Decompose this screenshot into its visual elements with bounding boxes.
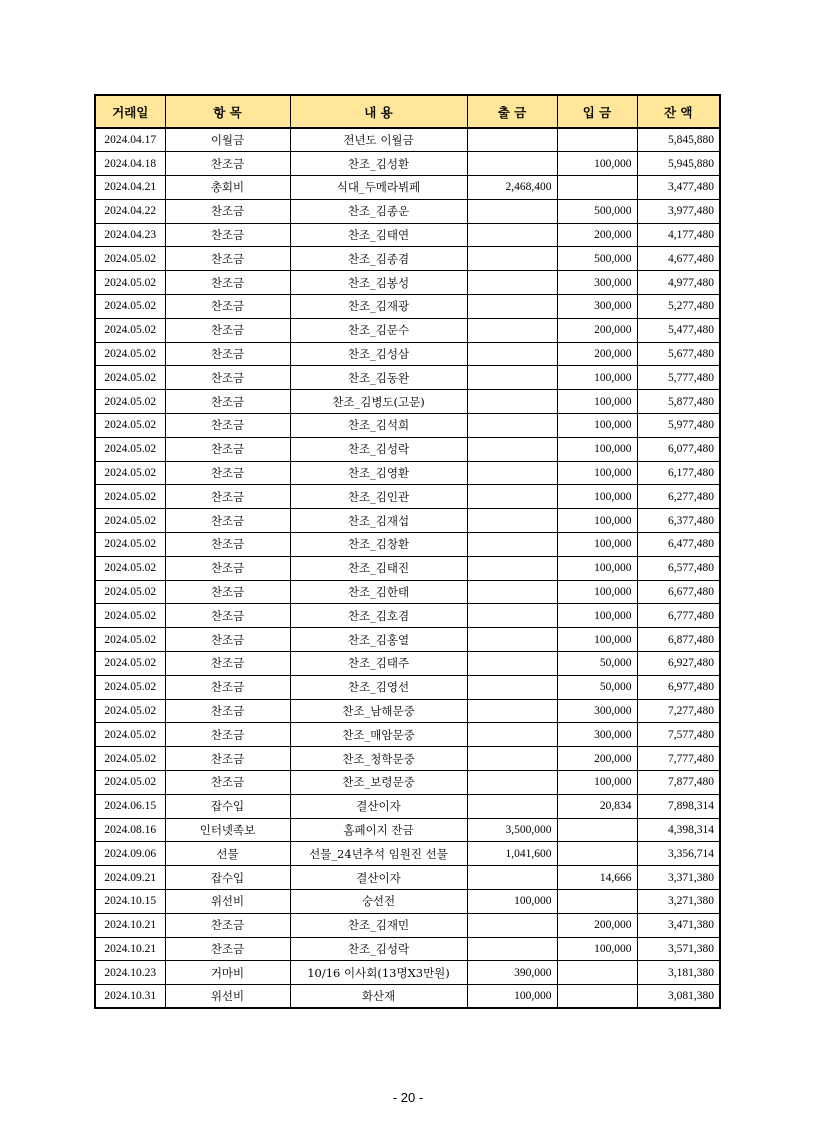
cell-balance: 5,677,480: [637, 342, 720, 366]
cell-date: 2024.10.21: [95, 937, 165, 961]
cell-withdrawal: [467, 390, 557, 414]
cell-balance: 7,777,480: [637, 747, 720, 771]
cell-deposit: 100,000: [557, 152, 637, 176]
cell-desc: 결산이자: [290, 866, 467, 890]
cell-withdrawal: 3,500,000: [467, 818, 557, 842]
cell-balance: 6,677,480: [637, 580, 720, 604]
cell-date: 2024.05.02: [95, 318, 165, 342]
cell-date: 2024.05.02: [95, 342, 165, 366]
cell-desc: 찬조_매암문중: [290, 723, 467, 747]
cell-date: 2024.08.16: [95, 818, 165, 842]
cell-item: 찬조금: [165, 485, 290, 509]
cell-desc: 찬조_김태연: [290, 223, 467, 247]
table-row: [95, 509, 720, 533]
cell-balance: 5,777,480: [637, 366, 720, 390]
cell-withdrawal: [467, 271, 557, 295]
cell-balance: 6,477,480: [637, 533, 720, 557]
cell-item: 찬조금: [165, 295, 290, 319]
cell-desc: 찬조_김병도(고문): [290, 390, 467, 414]
cell-desc: 찬조_김한태: [290, 580, 467, 604]
cell-deposit: 100,000: [557, 485, 637, 509]
cell-withdrawal: [467, 533, 557, 557]
cell-item: 찬조금: [165, 152, 290, 176]
cell-desc: 숭선전: [290, 890, 467, 914]
cell-desc: 찬조_김창환: [290, 533, 467, 557]
cell-withdrawal: [467, 913, 557, 937]
cell-balance: 6,177,480: [637, 461, 720, 485]
cell-item: 찬조금: [165, 771, 290, 795]
cell-date: 2024.10.15: [95, 890, 165, 914]
cell-desc: 찬조_김태주: [290, 652, 467, 676]
cell-item: 찬조금: [165, 747, 290, 771]
cell-date: 2024.04.17: [95, 128, 165, 152]
cell-date: 2024.05.02: [95, 747, 165, 771]
table-row: [95, 128, 720, 152]
cell-date: 2024.05.02: [95, 533, 165, 557]
table-row: [95, 485, 720, 509]
cell-item: 찬조금: [165, 390, 290, 414]
cell-deposit: 200,000: [557, 913, 637, 937]
cell-date: 2024.05.02: [95, 556, 165, 580]
cell-withdrawal: [467, 771, 557, 795]
table-row: [95, 533, 720, 557]
cell-date: 2024.05.02: [95, 295, 165, 319]
table-row: [95, 913, 720, 937]
cell-desc: 찬조_김성환: [290, 152, 467, 176]
ledger-body: [95, 128, 720, 1008]
cell-desc: 찬조_김봉성: [290, 271, 467, 295]
cell-desc: 찬조_김홍열: [290, 628, 467, 652]
table-row: [95, 461, 720, 485]
cell-desc: 10/16 이사회(13명X3만원): [290, 961, 467, 985]
cell-balance: 7,577,480: [637, 723, 720, 747]
cell-date: 2024.09.06: [95, 842, 165, 866]
cell-withdrawal: [467, 485, 557, 509]
cell-balance: 6,927,480: [637, 652, 720, 676]
table-row: [95, 271, 720, 295]
cell-date: 2024.04.21: [95, 176, 165, 200]
cell-deposit: 500,000: [557, 247, 637, 271]
cell-date: 2024.05.02: [95, 414, 165, 438]
cell-deposit: 500,000: [557, 199, 637, 223]
cell-item: 인터넷족보: [165, 818, 290, 842]
cell-withdrawal: [467, 604, 557, 628]
cell-withdrawal: [467, 723, 557, 747]
cell-withdrawal: [467, 318, 557, 342]
cell-deposit: 100,000: [557, 937, 637, 961]
cell-deposit: 20,834: [557, 794, 637, 818]
cell-withdrawal: [467, 794, 557, 818]
cell-desc: 찬조_김동완: [290, 366, 467, 390]
ledger-table: [94, 94, 721, 1009]
cell-withdrawal: [467, 199, 557, 223]
cell-withdrawal: [467, 128, 557, 152]
header-balance: 잔 액: [637, 95, 720, 128]
cell-item: 찬조금: [165, 247, 290, 271]
cell-desc: 찬조_김종겸: [290, 247, 467, 271]
cell-item: 잡수입: [165, 794, 290, 818]
cell-withdrawal: [467, 866, 557, 890]
cell-date: 2024.05.02: [95, 437, 165, 461]
cell-date: 2024.05.02: [95, 509, 165, 533]
cell-deposit: 200,000: [557, 318, 637, 342]
cell-item: 찬조금: [165, 414, 290, 438]
header-date: 거래일: [95, 95, 165, 128]
cell-item: 찬조금: [165, 199, 290, 223]
table-row: [95, 628, 720, 652]
cell-item: 찬조금: [165, 675, 290, 699]
cell-desc: 찬조_김종운: [290, 199, 467, 223]
table-row: [95, 699, 720, 723]
cell-withdrawal: 100,000: [467, 890, 557, 914]
cell-withdrawal: 100,000: [467, 985, 557, 1009]
cell-item: 찬조금: [165, 223, 290, 247]
cell-item: 잡수입: [165, 866, 290, 890]
cell-desc: 화산재: [290, 985, 467, 1009]
cell-item: 찬조금: [165, 509, 290, 533]
cell-withdrawal: [467, 628, 557, 652]
cell-date: 2024.05.02: [95, 652, 165, 676]
table-row: [95, 437, 720, 461]
cell-deposit: 100,000: [557, 533, 637, 557]
table-row: [95, 937, 720, 961]
cell-withdrawal: [467, 342, 557, 366]
cell-balance: 4,177,480: [637, 223, 720, 247]
cell-withdrawal: 1,041,600: [467, 842, 557, 866]
header-desc: 내 용: [290, 95, 467, 128]
table-row: [95, 961, 720, 985]
cell-desc: 찬조_김영환: [290, 461, 467, 485]
cell-deposit: [557, 985, 637, 1009]
table-row: [95, 675, 720, 699]
cell-item: 찬조금: [165, 342, 290, 366]
cell-date: 2024.05.02: [95, 699, 165, 723]
cell-deposit: [557, 890, 637, 914]
cell-desc: 찬조_김재섭: [290, 509, 467, 533]
cell-deposit: 100,000: [557, 437, 637, 461]
cell-withdrawal: 390,000: [467, 961, 557, 985]
cell-desc: 결산이자: [290, 794, 467, 818]
cell-date: 2024.05.02: [95, 771, 165, 795]
table-row: [95, 890, 720, 914]
table-row: [95, 794, 720, 818]
cell-item: 찬조금: [165, 580, 290, 604]
cell-item: 이월금: [165, 128, 290, 152]
cell-deposit: 300,000: [557, 723, 637, 747]
table-row: [95, 723, 720, 747]
cell-deposit: 50,000: [557, 675, 637, 699]
cell-item: 위선비: [165, 985, 290, 1009]
cell-date: 2024.10.21: [95, 913, 165, 937]
cell-desc: 찬조_김성락: [290, 437, 467, 461]
table-row: [95, 556, 720, 580]
cell-desc: 찬조_김호겸: [290, 604, 467, 628]
cell-balance: 3,271,380: [637, 890, 720, 914]
cell-deposit: 100,000: [557, 771, 637, 795]
cell-balance: 5,877,480: [637, 390, 720, 414]
cell-balance: 7,898,314: [637, 794, 720, 818]
cell-date: 2024.05.02: [95, 247, 165, 271]
cell-date: 2024.09.21: [95, 866, 165, 890]
cell-balance: 3,371,380: [637, 866, 720, 890]
cell-date: 2024.05.02: [95, 580, 165, 604]
header-row: [95, 95, 720, 128]
cell-balance: 3,181,380: [637, 961, 720, 985]
cell-deposit: 300,000: [557, 295, 637, 319]
cell-balance: 4,677,480: [637, 247, 720, 271]
cell-balance: 4,398,314: [637, 818, 720, 842]
cell-item: 찬조금: [165, 271, 290, 295]
cell-balance: 4,977,480: [637, 271, 720, 295]
cell-deposit: [557, 961, 637, 985]
cell-item: 찬조금: [165, 937, 290, 961]
cell-item: 위선비: [165, 890, 290, 914]
table-row: [95, 866, 720, 890]
cell-desc: 찬조_김인관: [290, 485, 467, 509]
cell-item: 찬조금: [165, 461, 290, 485]
cell-deposit: 100,000: [557, 604, 637, 628]
cell-item: 선물: [165, 842, 290, 866]
cell-deposit: 14,666: [557, 866, 637, 890]
cell-withdrawal: [467, 580, 557, 604]
table-row: [95, 747, 720, 771]
cell-deposit: 100,000: [557, 414, 637, 438]
cell-deposit: 50,000: [557, 652, 637, 676]
table-row: [95, 842, 720, 866]
cell-item: 찬조금: [165, 699, 290, 723]
table-row: [95, 176, 720, 200]
cell-desc: 찬조_김태진: [290, 556, 467, 580]
cell-deposit: 100,000: [557, 366, 637, 390]
cell-deposit: 100,000: [557, 628, 637, 652]
cell-deposit: [557, 842, 637, 866]
cell-desc: 선물_24년추석 임원진 선물: [290, 842, 467, 866]
cell-withdrawal: [467, 461, 557, 485]
cell-withdrawal: [467, 699, 557, 723]
cell-withdrawal: [467, 295, 557, 319]
cell-balance: 5,977,480: [637, 414, 720, 438]
cell-balance: 6,777,480: [637, 604, 720, 628]
cell-item: 총회비: [165, 176, 290, 200]
table-row: [95, 771, 720, 795]
cell-item: 거마비: [165, 961, 290, 985]
cell-deposit: 300,000: [557, 271, 637, 295]
table-row: [95, 604, 720, 628]
cell-withdrawal: [467, 509, 557, 533]
table-row: [95, 342, 720, 366]
cell-date: 2024.05.02: [95, 485, 165, 509]
cell-desc: 찬조_김성삼: [290, 342, 467, 366]
cell-desc: 찬조_김석희: [290, 414, 467, 438]
cell-desc: 찬조_김재민: [290, 913, 467, 937]
cell-deposit: 200,000: [557, 747, 637, 771]
cell-desc: 전년도 이월금: [290, 128, 467, 152]
cell-date: 2024.10.31: [95, 985, 165, 1009]
cell-balance: 3,356,714: [637, 842, 720, 866]
cell-date: 2024.05.02: [95, 366, 165, 390]
cell-deposit: 100,000: [557, 580, 637, 604]
cell-balance: 5,277,480: [637, 295, 720, 319]
cell-balance: 3,977,480: [637, 199, 720, 223]
table-row: [95, 414, 720, 438]
cell-withdrawal: [467, 652, 557, 676]
cell-withdrawal: [467, 675, 557, 699]
cell-desc: 찬조_김재광: [290, 295, 467, 319]
cell-desc: 찬조_청학문중: [290, 747, 467, 771]
cell-balance: 3,477,480: [637, 176, 720, 200]
cell-date: 2024.05.02: [95, 723, 165, 747]
cell-item: 찬조금: [165, 366, 290, 390]
cell-balance: 6,977,480: [637, 675, 720, 699]
cell-balance: 5,845,880: [637, 128, 720, 152]
cell-desc: 찬조_김문수: [290, 318, 467, 342]
cell-item: 찬조금: [165, 533, 290, 557]
header-in: 입 금: [557, 95, 637, 128]
table-row: [95, 199, 720, 223]
cell-withdrawal: [467, 152, 557, 176]
cell-date: 2024.04.18: [95, 152, 165, 176]
cell-withdrawal: [467, 247, 557, 271]
cell-withdrawal: [467, 747, 557, 771]
cell-balance: 7,877,480: [637, 771, 720, 795]
cell-withdrawal: [467, 937, 557, 961]
cell-balance: 6,577,480: [637, 556, 720, 580]
cell-desc: 식대_두메라뷔페: [290, 176, 467, 200]
cell-item: 찬조금: [165, 318, 290, 342]
cell-item: 찬조금: [165, 604, 290, 628]
cell-deposit: 300,000: [557, 699, 637, 723]
cell-deposit: 100,000: [557, 509, 637, 533]
table-row: [95, 247, 720, 271]
cell-deposit: 200,000: [557, 223, 637, 247]
cell-withdrawal: [467, 223, 557, 247]
cell-withdrawal: [467, 366, 557, 390]
cell-desc: 찬조_김영선: [290, 675, 467, 699]
header-item: 항 목: [165, 95, 290, 128]
cell-balance: 7,277,480: [637, 699, 720, 723]
cell-date: 2024.05.02: [95, 461, 165, 485]
cell-desc: 홈페이지 잔금: [290, 818, 467, 842]
table-row: [95, 652, 720, 676]
table-row: [95, 318, 720, 342]
cell-date: 2024.10.23: [95, 961, 165, 985]
table-row: [95, 818, 720, 842]
cell-desc: 찬조_김성락: [290, 937, 467, 961]
cell-deposit: 200,000: [557, 342, 637, 366]
page-number: - 20 -: [392, 1090, 424, 1105]
cell-date: 2024.04.22: [95, 199, 165, 223]
cell-withdrawal: 2,468,400: [467, 176, 557, 200]
header-out: 출 금: [467, 95, 557, 128]
cell-deposit: [557, 818, 637, 842]
cell-item: 찬조금: [165, 913, 290, 937]
cell-deposit: 100,000: [557, 461, 637, 485]
cell-withdrawal: [467, 437, 557, 461]
cell-desc: 찬조_남해문중: [290, 699, 467, 723]
table-row: [95, 295, 720, 319]
cell-deposit: 100,000: [557, 390, 637, 414]
cell-deposit: 100,000: [557, 556, 637, 580]
cell-date: 2024.05.02: [95, 675, 165, 699]
cell-desc: 찬조_보령문중: [290, 771, 467, 795]
cell-item: 찬조금: [165, 652, 290, 676]
cell-balance: 5,477,480: [637, 318, 720, 342]
cell-withdrawal: [467, 556, 557, 580]
table-row: [95, 152, 720, 176]
cell-balance: 6,077,480: [637, 437, 720, 461]
cell-balance: 6,877,480: [637, 628, 720, 652]
cell-item: 찬조금: [165, 556, 290, 580]
cell-balance: 3,571,380: [637, 937, 720, 961]
table-row: [95, 366, 720, 390]
cell-balance: 6,377,480: [637, 509, 720, 533]
cell-balance: 5,945,880: [637, 152, 720, 176]
cell-deposit: [557, 176, 637, 200]
cell-balance: 3,471,380: [637, 913, 720, 937]
cell-date: 2024.05.02: [95, 628, 165, 652]
table-row: [95, 223, 720, 247]
cell-balance: 6,277,480: [637, 485, 720, 509]
cell-date: 2024.05.02: [95, 604, 165, 628]
cell-date: 2024.06.15: [95, 794, 165, 818]
table-row: [95, 985, 720, 1009]
cell-item: 찬조금: [165, 723, 290, 747]
cell-balance: 3,081,380: [637, 985, 720, 1009]
cell-date: 2024.05.02: [95, 390, 165, 414]
cell-item: 찬조금: [165, 437, 290, 461]
cell-date: 2024.05.02: [95, 271, 165, 295]
cell-withdrawal: [467, 414, 557, 438]
cell-deposit: [557, 128, 637, 152]
table-row: [95, 580, 720, 604]
table-row: [95, 390, 720, 414]
cell-date: 2024.04.23: [95, 223, 165, 247]
cell-item: 찬조금: [165, 628, 290, 652]
